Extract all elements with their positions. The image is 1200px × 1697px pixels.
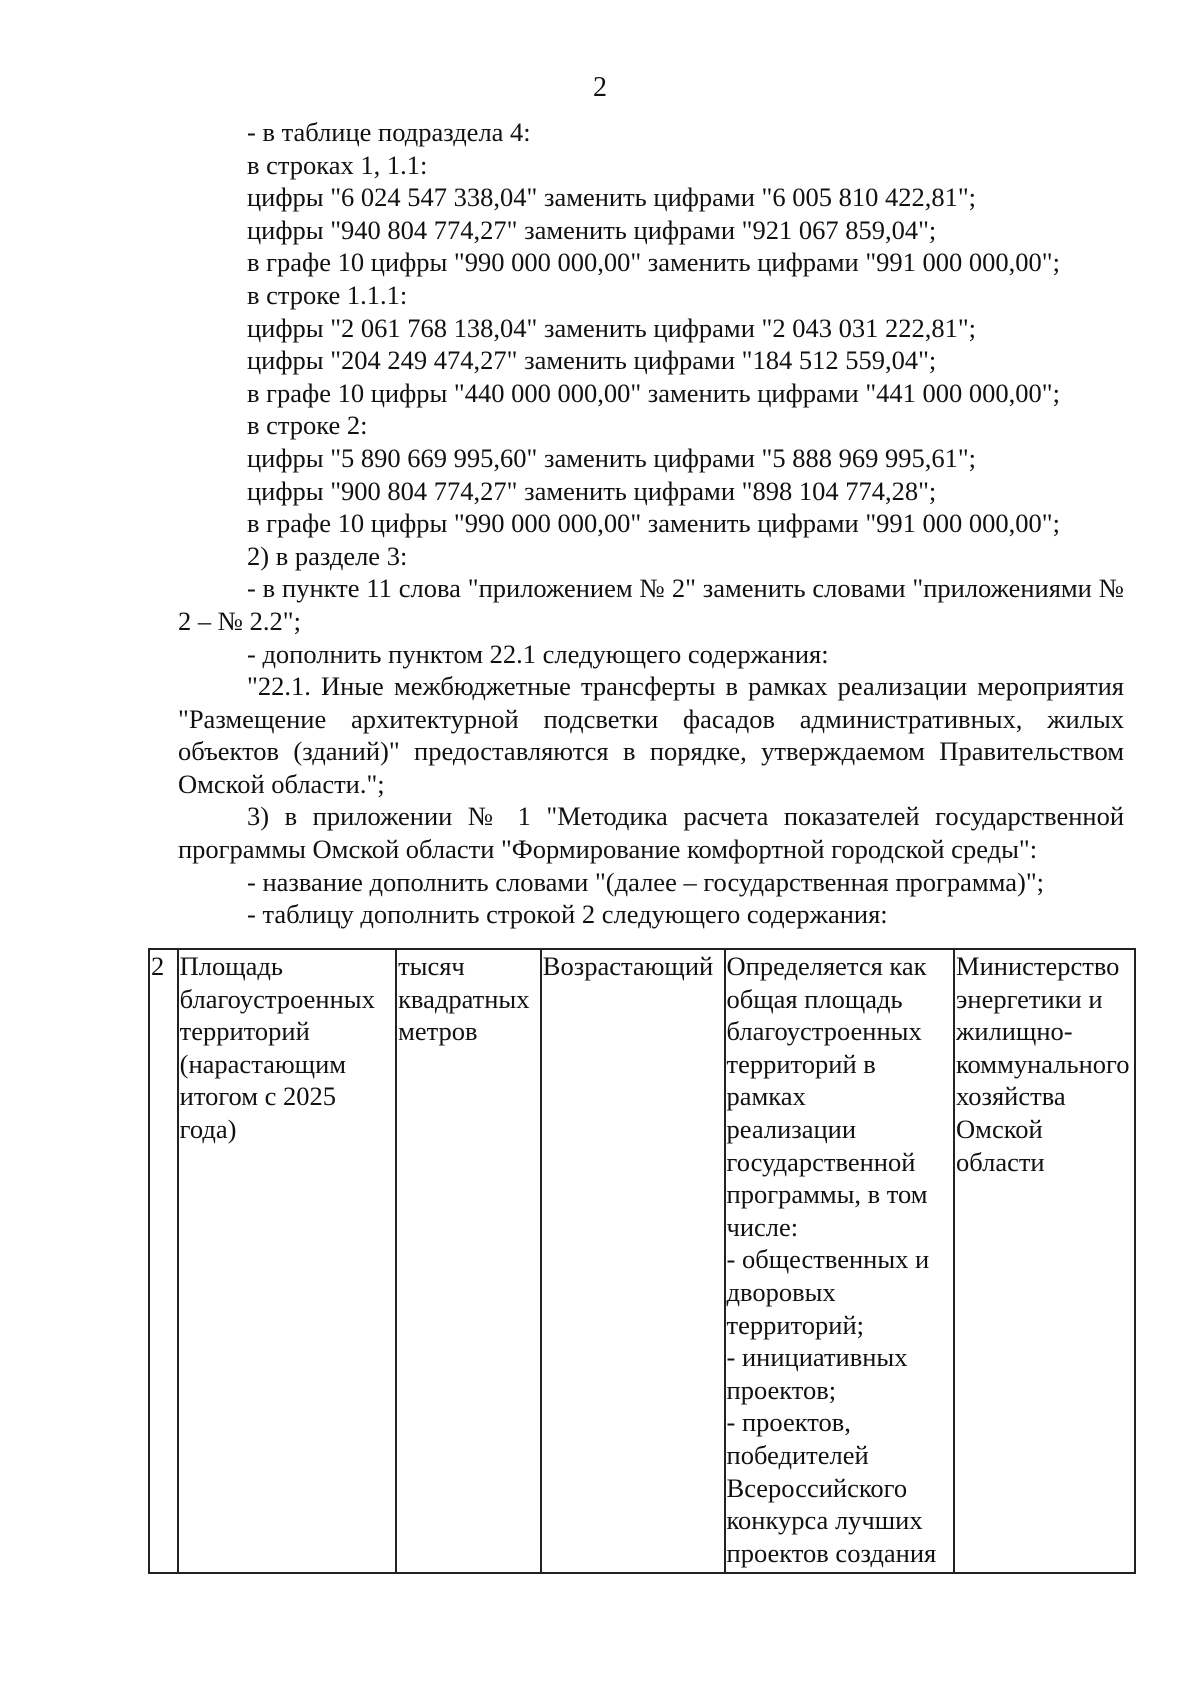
cell-text: области xyxy=(956,1146,1045,1177)
cell-text: проектов создания xyxy=(726,1537,937,1568)
cell-text: Министерство xyxy=(956,951,1120,981)
text-line-table: - таблицу дополнить строкой 2 следующего содержания: xyxy=(247,899,888,930)
cell-text: территорий; xyxy=(726,1309,864,1340)
cell-text: числе: xyxy=(726,1211,799,1242)
cell-text: Возрастающий xyxy=(542,951,714,981)
text-line: в графе 10 цифры "440 000 000,00" заменить цифрами "441 000 000,00"; xyxy=(247,377,1060,408)
cell-trend xyxy=(541,949,725,1573)
text-line: цифры "5 890 669 995,60" заменить цифрами "5 888 969 995,61"; xyxy=(247,442,977,473)
indicator-table xyxy=(148,948,1136,1574)
cell-row-number xyxy=(149,949,178,1573)
cell-text: коммунального xyxy=(956,1048,1130,1079)
cell-unit xyxy=(396,949,541,1573)
cell-text: итогом с 2025 xyxy=(179,1081,337,1112)
cell-text: жилищно- xyxy=(956,1016,1073,1047)
cell-text: территорий xyxy=(179,1016,310,1047)
cell-text: 2 xyxy=(151,951,165,981)
cell-text: Площадь xyxy=(179,951,284,981)
cell-text: хозяйства xyxy=(956,1081,1066,1112)
cell-text: Омской xyxy=(956,1113,1043,1144)
cell-method xyxy=(725,949,955,1573)
text-line: в строке 2: xyxy=(247,410,368,441)
cell-text: благоустроенных xyxy=(179,983,375,1014)
cell-text: Определяется как xyxy=(726,951,927,981)
cell-responsible xyxy=(954,949,1135,1573)
cell-text: Всероссийского xyxy=(726,1472,908,1503)
cell-text: проектов; xyxy=(726,1374,837,1405)
text-line: - в таблице подраздела 4: xyxy=(247,117,531,147)
text-line: цифры "2 061 768 138,04" заменить цифрами "2 043 031 222,81"; xyxy=(247,312,977,343)
cell-text: (нарастающим xyxy=(179,1048,347,1079)
cell-text: территорий в xyxy=(726,1048,876,1079)
cell-text: года) xyxy=(179,1113,237,1144)
cell-text: благоустроенных xyxy=(726,1016,922,1047)
cell-text: квадратных xyxy=(398,983,530,1014)
cell-text: тысяч xyxy=(398,951,465,981)
paragraph-22-1: "22.1. Иные межбюджетные трансферты в рамках реализации мероприятия "Размещение архитектурной подсветки фасадов административных, жилых объектов (зданий)" предоставляются в порядке, утверждаемом Правительством Омской области."; xyxy=(178,671,1124,799)
cell-text: - общественных и xyxy=(726,1244,930,1275)
text-line: в графе 10 цифры "990 000 000,00" заменить цифрами "991 000 000,00"; xyxy=(247,247,1060,278)
text-line: цифры "204 249 474,27" заменить цифрами "184 512 559,04"; xyxy=(247,345,937,376)
cell-text: общая площадь xyxy=(726,983,903,1014)
cell-text: программы, в том xyxy=(726,1179,928,1210)
page-number: 2 xyxy=(593,72,607,103)
cell-text: метров xyxy=(398,1016,478,1047)
text-line: цифры "6 024 547 338,04" заменить цифрами "6 005 810 422,81"; xyxy=(247,182,977,213)
text-line: цифры "900 804 774,27" заменить цифрами "898 104 774,28"; xyxy=(247,475,937,506)
cell-text: рамках xyxy=(726,1081,806,1112)
text-line: 2) в разделе 3: xyxy=(247,540,408,571)
text-line: в строках 1, 1.1: xyxy=(247,149,428,180)
paragraph-appendix-1: 3) в приложении № 1 "Методика расчета показателей государственной программы Омской области "Формирование комфортной городской среды": xyxy=(178,801,1124,865)
table-row xyxy=(149,949,1135,1573)
cell-indicator xyxy=(178,949,396,1573)
text-line: в графе 10 цифры "990 000 000,00" заменить цифрами "991 000 000,00"; xyxy=(247,508,1060,539)
cell-text: реализации xyxy=(726,1113,857,1144)
cell-text: - проектов, xyxy=(726,1407,851,1438)
text-line: в строке 1.1.1: xyxy=(247,279,408,310)
document-body xyxy=(178,116,1124,931)
text-line-add-22-1: - дополнить пунктом 22.1 следующего содержания: xyxy=(247,638,829,669)
paragraph-point-11: - в пункте 11 слова "приложением № 2" заменить словами "приложениями № 2 – № 2.2"; xyxy=(178,573,1124,636)
text-line: цифры "940 804 774,27" заменить цифрами "921 067 859,04"; xyxy=(247,214,937,245)
cell-text: победителей xyxy=(726,1439,869,1470)
cell-text: конкурса лучших xyxy=(726,1505,923,1536)
cell-text: государственной xyxy=(726,1146,916,1177)
cell-text: дворовых xyxy=(726,1276,836,1307)
cell-text: - инициативных xyxy=(726,1342,908,1373)
cell-text: энергетики и xyxy=(956,983,1103,1014)
text-line-name: - название дополнить словами "(далее – государственная программа)"; xyxy=(247,866,1045,897)
